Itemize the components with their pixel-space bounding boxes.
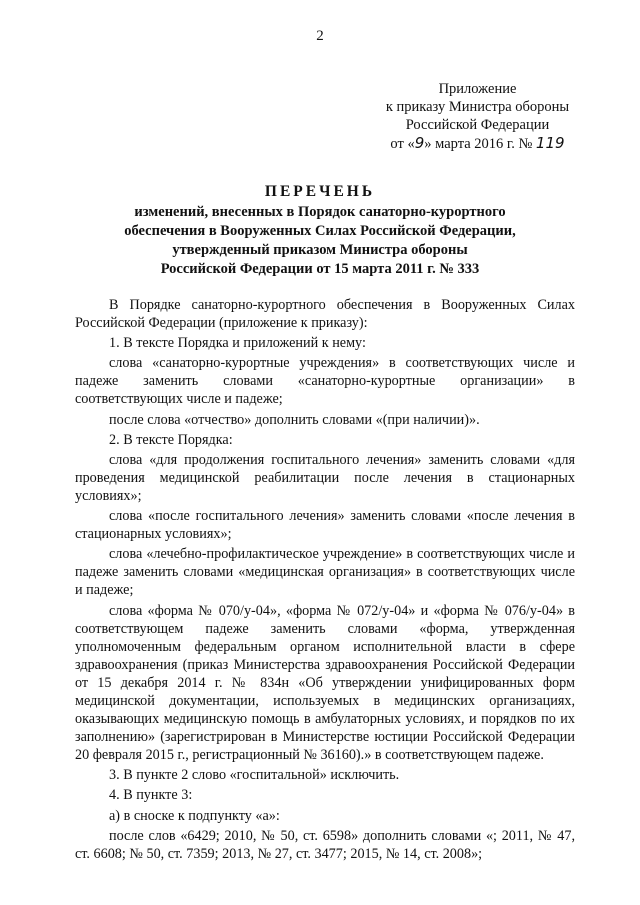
- paragraph: слова «санаторно-курортные учреждения» в соответствующих числе и падеже заменить словами «санаторно-курортные организации» в соответствующих числе и падеже;: [75, 355, 575, 408]
- handwritten-order-number: 119: [535, 134, 565, 152]
- subtitle-line-2: обеспечения в Вооруженных Силах Российской Федерации,: [124, 223, 516, 239]
- paragraph: 4. В пункте 3:: [109, 787, 193, 804]
- subtitle-line-4: Российской Федерации от 15 марта 2011 г. № 333: [160, 261, 480, 277]
- document-title: ПЕРЕЧЕНЬ: [264, 183, 376, 200]
- appendix-block: [370, 80, 585, 153]
- appendix-line-2: к приказу Министра обороны: [385, 99, 570, 115]
- paragraph: слова «для продолжения госпитального лечения» заменить словами «для проведения медицинской реабилитации после лечения в стационарных условиях»;: [75, 451, 575, 504]
- paragraph: после слова «отчество» дополнить словами «(при наличии)».: [109, 411, 480, 428]
- subtitle-line-3: утвержденный приказом Министра обороны: [172, 242, 468, 258]
- handwritten-day: 9: [414, 134, 425, 152]
- paragraph: а) в сноске к подпункту «а»:: [109, 807, 280, 824]
- date-middle: » марта 2016 г. №: [424, 136, 533, 152]
- appendix-date-line: [370, 134, 585, 153]
- page-number: 2: [316, 28, 324, 44]
- date-prefix: от «: [390, 136, 415, 152]
- appendix-line-3: Российской Федерации: [405, 117, 550, 133]
- paragraph: слова «лечебно-профилактическое учреждение» в соответствующих числе и падеже заменить словами «медицинская организация» в соответствующих числе и падеже;: [75, 546, 575, 599]
- subtitle-line-1: изменений, внесенных в Порядок санаторно-курортного: [134, 204, 506, 220]
- paragraph: после слов «6429; 2010, № 50, ст. 6598» дополнить словами «; 2011, № 47, ст. 6608; № 50, ст. 7359; 2013, № 27, ст. 3477; 2015, № 14, ст. 2008»;: [75, 827, 575, 862]
- paragraph: 3. В пункте 2 слово «госпитальной» исключить.: [109, 767, 400, 784]
- paragraph: слова «форма № 070/у-04», «форма № 072/у-04» и «форма № 076/у-04» в соответствующем падеже заменить словами «форма, утвержденная уполномоченным федеральным органом исполнительной власти в сфере здравоохранения (приказ Министерства здравоохранения Российской Федерации от 15 декабря 2014 г. № 834н «Об утверждении унифицированных форм медицинской документации, используемых в медицинских организациях, оказывающих медицинскую помощь в амбулаторных условиях, и порядков по их заполнению» (зарегистрирован в Министерстве юстиции Российской Федерации 20 февраля 2015 г., регистрационный № 36160).» в соответствующем падеже.: [75, 602, 575, 764]
- paragraph: слова «после госпитального лечения» заменить словами «после лечения в стационарных условиях»;: [75, 508, 575, 543]
- appendix-line-1: Приложение: [438, 81, 517, 97]
- document-subtitle: [90, 203, 550, 279]
- paragraph: 1. В тексте Порядка и приложений к нему:: [109, 335, 366, 352]
- paragraph: В Порядке санаторно-курортного обеспечения в Вооруженных Силах Российской Федерации (приложение к приказу):: [75, 297, 575, 332]
- paragraph: 2. В тексте Порядка:: [109, 431, 233, 448]
- document-body: [75, 296, 575, 865]
